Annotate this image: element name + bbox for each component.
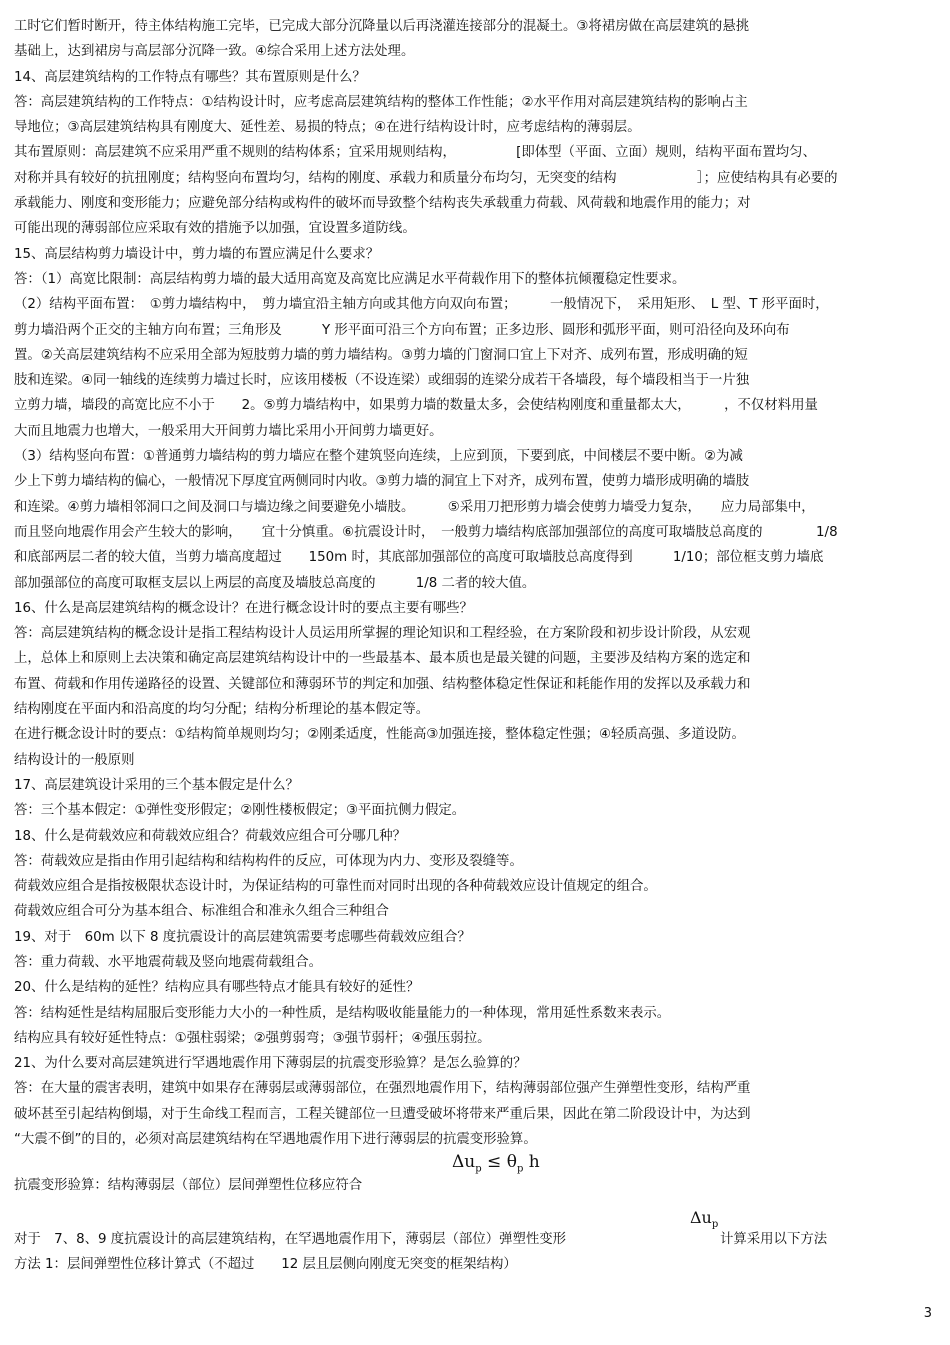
text-line: 19、对于 60m 以下 8 度抗震设计的高层建筑需要考虑哪些荷载效应组合？: [14, 929, 471, 945]
text-line: 答：（1）高宽比限制：高层结构剪力墙的最大适用高宽及高宽比应满足水平荷载作用下的整体抗倾覆稳定性要求。: [14, 271, 686, 287]
text-line: （3）结构竖向布置：①普通剪力墙结构的剪力墙应在整个建筑竖向连续，上应到顶，下要到底，中间楼层不要中断。②为减: [14, 449, 743, 465]
text-line: （2）结构平面布置： ①剪力墙结构中， 剪力墙宜沿主轴方向或其他方向双向布置； 一般情况下， 采用矩形、 L 型、T 形平面时，: [14, 297, 829, 313]
formula-h: h: [523, 1152, 540, 1173]
text-line: 对称并具有较好的抗扭刚度；结构竖向布置均匀，结构的刚度、承载力和质量分布均匀，无突变的结构 ］；应使结构具有必要的: [14, 170, 838, 186]
text-line: 工时它们暂时断开，待主体结构施工完毕，已完成大部分沉降量以后再浇灌连接部分的混凝土。③将裙房做在高层建筑的悬挑: [14, 19, 750, 34]
formula2-sub: p: [711, 1219, 719, 1231]
formula2-label: 对于 7、8、9 度抗震设计的高层建筑结构，在罕遇地震作用下，薄弱层（部位）弹塑性变形: [14, 1232, 567, 1248]
text-line: 剪力墙沿两个正交的主轴方向布置；三角形及 Y 形平面可沿三个方向布置；正多边形、圆形和弧形平面，则可沿径向及环向布: [14, 322, 790, 338]
text-line: 荷载效应组合是指按极限状态设计时，为保证结构的可靠性而对同时出现的各种荷载效应设计值规定的组合。: [14, 879, 657, 895]
text-line: 结构应具有较好延性特点：①强柱弱梁；②强剪弱弯；③强节弱杆；④强压弱拉。: [14, 1030, 491, 1046]
method-1: 方法 1：层间弹塑性位移计算式（不超过 12 层且层侧向刚度无突变的框架结构）: [14, 1257, 517, 1273]
formula-sub: p: [475, 1163, 482, 1175]
text-line: 结构刚度在平面内和沿高度的均匀分配；结构分析理论的基本假定等。: [14, 702, 430, 718]
text-line: 和底部两层二者的较大值，当剪力墙高度超过 150m 时，其底部加强部位的高度可取墙肢总高度得到 1/10；部位框支剪力墙底: [14, 550, 824, 566]
formula-delta: Δu: [452, 1152, 476, 1173]
text-line: 16、什么是高层建筑结构的概念设计？在进行概念设计时的要点主要有哪些？: [14, 600, 473, 616]
text-line: 15、高层结构剪力墙设计中，剪力墙的布置应满足什么要求？: [14, 246, 380, 262]
text-line: 17、高层建筑设计采用的三个基本假定是什么？: [14, 777, 299, 793]
formula-deformation-check: [14, 1152, 936, 1204]
text-line: 承载能力、刚度和变形能力；应避免部分结构或构件的破坏而导致整个结构丧失承载重力荷载、风荷载和地震作用的能力；对: [14, 196, 751, 212]
text-line: 少上下剪力墙结构的偏心，一般情况下厚度宜两侧同时内收。③剪力墙的洞宜上下对齐，成列布置，使剪力墙形成明确的墙肢: [14, 474, 750, 490]
text-line: 置。②关高层建筑结构不应采用全部为短肢剪力墙的剪力墙结构。③剪力墙的门窗洞口宜上下对齐、成列布置，形成明确的短: [14, 347, 748, 363]
page-number: 3: [923, 1306, 932, 1321]
text-line: 可能出现的薄弱部位应采取有效的措施予以加强，宜设置多道防线。: [14, 221, 416, 237]
formula2-expression: [690, 1208, 718, 1230]
document-page: [14, 14, 936, 1277]
text-line: 20、什么是结构的延性？结构应具有哪些特点才能具有较好的延性？: [14, 980, 420, 996]
text-line: 布置、荷载和作用传递路径的设置、关键部位和薄弱环节的判定和加强、结构整体稳定性保证和耗能作用的发挥以及承载力和: [14, 676, 751, 692]
formula-label: 抗震变形验算：结构薄弱层（部位）层间弹塑性位移应符合: [14, 1178, 363, 1194]
text-line: 答：在大量的震害表明，建筑中如果存在薄弱层或薄弱部位，在强烈地震作用下，结构薄弱部位强产生弹塑性变形，结构严重: [14, 1081, 751, 1097]
formula-plastic-deformation: [14, 1204, 936, 1252]
text-line: 立剪力墙，墙段的高宽比应不小于 2。⑤剪力墙结构中，如果剪力墙的数量太多，会使结构刚度和重量都太大， ，不仅材料用量: [14, 398, 818, 414]
formula-sub2: p: [516, 1163, 524, 1175]
text-line: 14、高层建筑结构的工作特点有哪些？其布置原则是什么？: [14, 69, 366, 85]
text-line: 破坏甚至引起结构倒塌，对于生命线工程而言，工程关键部位一旦遭受破坏将带来严重后果，因此在第二阶段设计中，为达到: [14, 1106, 751, 1122]
text-line: 结构设计的一般原则: [14, 752, 135, 768]
text-line: 和连梁。④剪力墙相邻洞口之间及洞口与墙边缘之间要避免小墙肢。 ⑤采用刀把形剪力墙会使剪力墙受力复杂， 应力局部集中，: [14, 499, 815, 515]
text-line: 答：结构延性是结构屈服后变形能力大小的一种性质，是结构吸收能量能力的一种体现，常用延性系数来表示。: [14, 1005, 671, 1021]
text-line: 部加强部位的高度可取框支层以上两层的高度及墙肢总高度的 1/8 二者的较大值。: [14, 575, 536, 591]
text-line: 肢和连梁。④同一轴线的连续剪力墙过长时，应该用楼板（不设连梁）或细弱的连梁分成若干各墙段，每个墙段相当于一片独: [14, 373, 750, 389]
text-line: 答：高层建筑结构的概念设计是指工程结构设计人员运用所掌握的理论知识和工程经验，在方案阶段和初步设计阶段，从宏观: [14, 626, 751, 642]
text-line: 上，总体上和原则上去决策和确定高层建筑结构设计中的一些最基本、最本质也是最关键的问题，主要涉及结构方案的选定和: [14, 651, 751, 667]
text-line: 21、为什么要对高层建筑进行罕遇地震作用下薄弱层的抗震变形验算？是怎么验算的？: [14, 1056, 527, 1072]
text-line: 答：荷载效应是指由作用引起结构和结构构件的反应，可体现为内力、变形及裂缝等。: [14, 853, 523, 869]
formula-expression: [452, 1152, 540, 1174]
formula2-tail: 计算采用以下方法: [720, 1232, 828, 1248]
text-line: 荷载效应组合可分为基本组合、标准组合和准永久组合三种组合: [14, 904, 389, 920]
text-line: 导地位；③高层建筑结构具有刚度大、延性差、易损的特点；④在进行结构设计时，应考虑结构的薄弱层。: [14, 120, 641, 136]
text-line: “大震不倒”的目的，必须对高层建筑结构在罕遇地震作用下进行薄弱层的抗震变形验算。: [14, 1132, 537, 1148]
text-line: 而且竖向地震作用会产生较大的影响， 宜十分慎重。⑥抗震设计时， 一般剪力墙结构底部加强部位的高度可取墙肢总高度的 1/8: [14, 524, 838, 540]
text-line: 答：重力荷载、水平地震荷载及竖向地震荷载组合。: [14, 954, 322, 970]
text-line: 18、什么是荷载效应和荷载效应组合？荷载效应组合可分哪几种？: [14, 828, 406, 844]
formula2-delta: Δu: [690, 1208, 712, 1228]
text-line: 答：三个基本假定：①弹性变形假定；②刚性楼板假定；③平面抗侧力假定。: [14, 803, 466, 819]
text-line: 基础上，达到裙房与高层部分沉降一致。④综合采用上述方法处理。: [14, 44, 415, 60]
text-line: 答：高层建筑结构的工作特点：①结构设计时，应考虑高层建筑结构的整体工作性能；②水平作用对高层建筑结构的影响占主: [14, 94, 748, 110]
formula-rel: ≤ θ: [481, 1152, 517, 1173]
text-body: [14, 14, 936, 1152]
text-line: 大而且地震力也增大，一般采用大开间剪力墙比采用小开间剪力墙更好。: [14, 423, 443, 439]
text-line: 其布置原则：高层建筑不应采用严重不规则的结构体系；宜采用规则结构， [即体型（平面、立面）规则，结构平面布置均匀、: [14, 145, 816, 161]
text-line: 在进行概念设计时的要点：①结构简单规则均匀；②刚柔适度，性能高③加强连接，整体稳定性强；④轻质高强、多道设防。: [14, 727, 745, 743]
